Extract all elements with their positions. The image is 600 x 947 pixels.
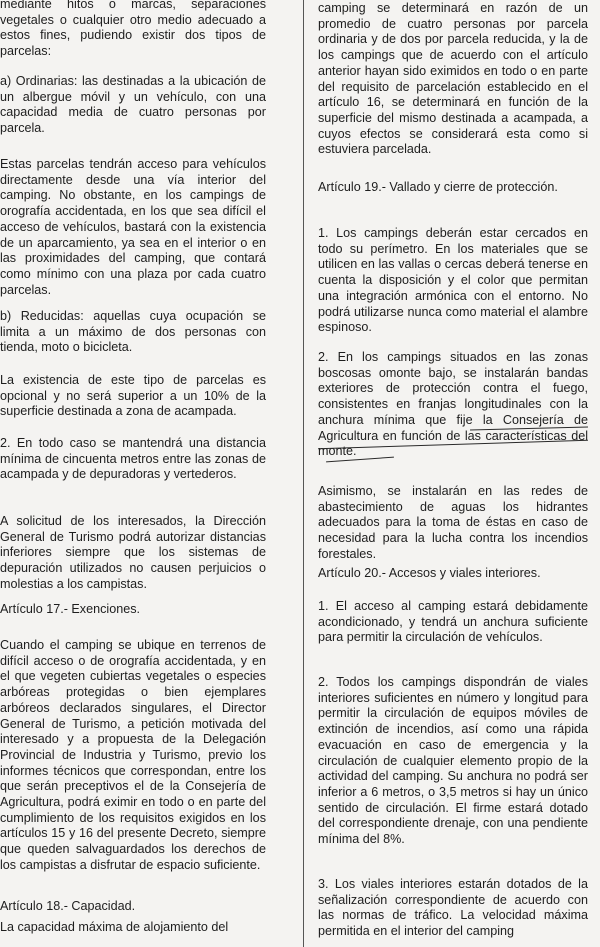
column-divider bbox=[303, 0, 304, 947]
paragraph-article-20-interior-roads: 2. Todos los campings dispondrán de viales interiores suficientes en número y longitud para permitir la circulación de equipos móviles de extinción de incendios, así como una rápida evacuación en caso de emergencia y la circulación de cualquier elemento propio de la actividad del camping. Su anchura no podrá ser inferior a 6 metros, o 3,5 metros si hay un único sentido de circulación. El firme estará dotado del correspondiente drenaje, con una pendiente mínima del 8%. bbox=[318, 675, 588, 847]
heading-article-19: Artículo 19.- Vallado y cierre de protección. bbox=[318, 180, 558, 194]
heading-article-20: Artículo 20.- Accesos y viales interiores. bbox=[318, 566, 541, 580]
paragraph-article-18-capacity: camping se determinará en razón de un promedio de cuatro personas por parcela ordinaria y de dos por parcela reducida, y la de los campings que de acuerdo con el artículo anterior hayan sido eximidos en todo o en parte del requisito de parcelación establecido en el artículo 16, se determinará en función de la superficie del mismo destinada a acampada, a cuyos efectos se considerará esta como si estuviera parcelada. bbox=[318, 1, 588, 157]
paragraph-article-19-hydrants: Asimismo, se instalarán en las redes de abastecimiento de aguas los hidrantes adecuados para la toma de éstas en caso de necesidad para la lucha contra los incendios forestales. bbox=[318, 484, 588, 561]
paragraph-reduced-parcels-optional: La existencia de este tipo de parcelas es opcional y no será superior a un 10% de la superficie destinada a zona de acampada. bbox=[0, 373, 266, 419]
paragraph-article-19-fencing: 1. Los campings deberán estar cercados en todo su perímetro. En los materiales que se utilicen en las vallas o cercas deberá tenerse en cuenta la disposición y el color que permitan una integración armónica con el entorno. No podrá utilizarse nunca como material el alambre espinoso. bbox=[318, 226, 588, 335]
paragraph-reduced-parcels: b) Reducidas: aquellas cuya ocupación se limita a un máximo de dos personas con tienda, moto o bicicleta. bbox=[0, 309, 266, 355]
paragraph-article-20-access: 1. El acceso al camping estará debidamente acondicionado, y tendrá un anchura suficiente para permitir la circulación de vehículos. bbox=[318, 599, 588, 645]
heading-article-18: Artículo 18.- Capacidad. bbox=[0, 899, 136, 913]
paragraph-ordinary-parcels: a) Ordinarias: las destinadas a la ubicación de un albergue móvil y un vehículo, con una capacidad media de cuatro personas por parcela. bbox=[0, 74, 266, 136]
paragraph-ordinary-parcel-access: Estas parcelas tendrán acceso para vehículos directamente desde una vía interior del camping. No obstante, en los campings de orografía accidentada, en los que sea difícil el acceso de vehículos, bastará con la existencia de un aparcamiento, ya sea en el interior o en las proximidades del camping, que contará como mínimo con una plaza por cada cuatro parcelas. bbox=[0, 157, 266, 297]
paragraph-distance-authorization: A solicitud de los interesados, la Dirección General de Turismo podrá autorizar distancias inferiores siempre que los sistemas de depuración utilizados no causen perjuicios o molestias a los campistas. bbox=[0, 514, 266, 591]
paragraph-article-20-signage: 3. Los viales interiores estarán dotados de la señalización correspondiente de acuerdo con las normas de tráfico. La velocidad máxima permitida en el interior del camping bbox=[318, 877, 588, 939]
paragraph-article-19-fire-bands: 2. En los campings situados en las zonas boscosas omonte bajo, se instalarán bandas exteriores de protección contra el fuego, consistentes en franjas longitudinales con la anchura mínima que fije la Consejería de Agricultura en función de las características del monte. bbox=[318, 350, 588, 459]
paragraph-article-18-start: La capacidad máxima de alojamiento del bbox=[0, 920, 229, 934]
paragraph-parcel-types-intro: mediante hitos o marcas, separaciones vegetales o cualquier otro medio adecuado a estos fines, pudiendo existir dos tipos de parcelas: bbox=[0, 0, 266, 59]
paragraph-article-17-exemptions: Cuando el camping se ubique en terrenos de difícil acceso o de orografía accidentada, y en el que vegeten cubiertas vegetales o especies arbóreas protegidas o bien ejemplares arbóreos declarados singulares, el Director General de Turismo, a petición motivada del interesado y a propuesta de la Delegación Provincial de Industria y Turismo, previo los informes técnicos que correspondan, entre los que serán preceptivos el de la Consejería de Agricultura, podrá eximir en todo o en parte del cumplimiento de los requisitos exigidos en los artículos 15 y 16 del presente Decreto, siempre que queden salvaguardados los derechos de los campistas a disfrutar de espacio suficiente. bbox=[0, 638, 266, 872]
heading-article-17: Artículo 17.- Exenciones. bbox=[0, 602, 141, 616]
paragraph-minimum-distance: 2. En todo caso se mantendrá una distancia mínima de cincuenta metros entre las zonas de acampada y de depuradoras y vertederos. bbox=[0, 436, 266, 482]
